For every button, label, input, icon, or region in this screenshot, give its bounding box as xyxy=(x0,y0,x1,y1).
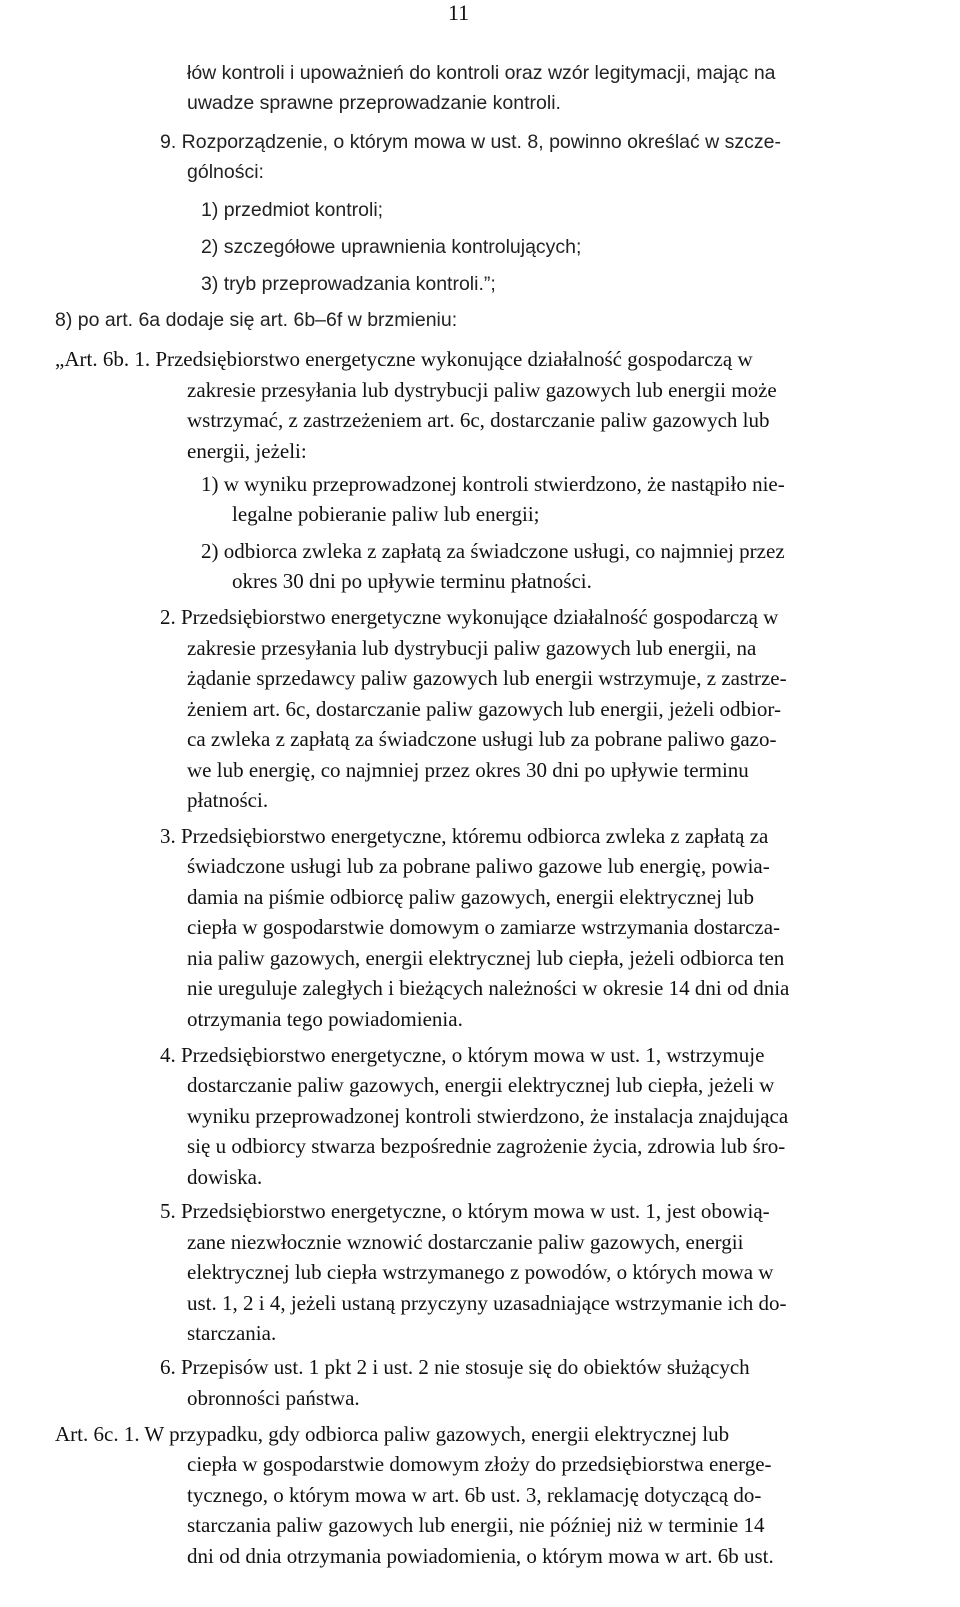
paragraph-5: 5. Przedsiębiorstwo energetyczne, o którym mowa w ust. 1, jest obowią- xyxy=(160,1199,770,1223)
paragraph-3: 3. Przedsiębiorstwo energetyczne, któremu odbiorca zwleka z zapłatą za xyxy=(160,824,769,848)
text-line: elektrycznej lub ciepła wstrzymanego z powodów, o których mowa w xyxy=(187,1260,774,1284)
paragraph-4: 4. Przedsiębiorstwo energetyczne, o którym mowa w ust. 1, wstrzymuje xyxy=(160,1043,765,1067)
list-item: 3) tryb przeprowadzania kontroli.”; xyxy=(201,273,496,295)
text-line: okres 30 dni po upływie terminu płatności. xyxy=(232,569,592,593)
text-line: energii, jeżeli: xyxy=(187,439,307,463)
text-line: się u odbiorcy stwarza bezpośrednie zagrożenie życia, zdrowia lub śro- xyxy=(187,1134,786,1158)
text-line: obronności państwa. xyxy=(187,1386,360,1410)
paragraph-2: 2. Przedsiębiorstwo energetyczne wykonujące działalność gospodarczą w xyxy=(160,605,779,629)
text-line: ust. 1, 2 i 4, jeżeli ustaną przyczyny uzasadniające wstrzymanie ich do- xyxy=(187,1291,787,1315)
text-line: ciepła w gospodarstwie domowym o zamiarze wstrzymania dostarcza- xyxy=(187,915,781,939)
text-line: starczania paliw gazowych lub energii, nie później niż w terminie 14 xyxy=(187,1513,765,1537)
text-line: nie ureguluje zaległych i bieżących należności w okresie 14 dni od dnia xyxy=(187,976,790,1000)
text-line: wstrzymać, z zastrzeżeniem art. 6c, dostarczanie paliw gazowych lub xyxy=(187,408,770,432)
text-line: płatności. xyxy=(187,788,269,812)
art-6b-heading-line: „Art. 6b. 1. Przedsiębiorstwo energetyczne wykonujące działalność gospodarczą w xyxy=(55,347,753,371)
list-item: 2) odbiorca zwleka z zapłatą za świadczone usługi, co najmniej przez xyxy=(201,539,785,563)
text-line: zane niezwłocznie wznowić dostarczanie paliw gazowych, energii xyxy=(187,1230,744,1254)
text-line: łów kontroli i upoważnień do kontroli oraz wzór legitymacji, mając na xyxy=(187,62,776,84)
text-line: we lub energię, co najmniej przez okres 30 dni po upływie terminu xyxy=(187,758,749,782)
text-line: dni od dnia otrzymania powiadomienia, o którym mowa w art. 6b ust. xyxy=(187,1544,774,1568)
list-item: 1) przedmiot kontroli; xyxy=(201,199,384,221)
paragraph-6: 6. Przepisów ust. 1 pkt 2 i ust. 2 nie stosuje się do obiektów służących xyxy=(160,1355,750,1379)
text-line: ciepła w gospodarstwie domowym złoży do przedsiębiorstwa energe- xyxy=(187,1452,772,1476)
text-line: wyniku przeprowadzonej kontroli stwierdzono, że instalacja znajdująca xyxy=(187,1104,789,1128)
text-line: dostarczanie paliw gazowych, energii elektrycznej lub ciepła, jeżeli w xyxy=(187,1073,775,1097)
text-line: ca zwleka z zapłatą za świadczone usługi lub za pobrane paliwo gazo- xyxy=(187,727,777,751)
text-line: nia paliw gazowych, energii elektrycznej lub ciepła, jeżeli odbiorca ten xyxy=(187,946,785,970)
text-line: żeniem art. 6c, dostarczanie paliw gazowych lub energii, jeżeli odbior- xyxy=(187,697,781,721)
text-line: uwadze sprawne przeprowadzanie kontroli. xyxy=(187,92,561,114)
text-line: dowiska. xyxy=(187,1165,263,1189)
list-item: 1) w wyniku przeprowadzonej kontroli stwierdzono, że nastąpiło nie- xyxy=(201,472,785,496)
text-line: zakresie przesyłania lub dystrybucji paliw gazowych lub energii może xyxy=(187,378,777,402)
page-number: 11 xyxy=(448,0,470,25)
text-line: gólności: xyxy=(187,161,264,183)
paragraph-9: 9. Rozporządzenie, o którym mowa w ust. 8, powinno określać w szcze- xyxy=(160,131,782,153)
text-line: żądanie sprzedawcy paliw gazowych lub energii wstrzymuje, z zastrze- xyxy=(187,666,787,690)
text-line: damia na piśmie odbiorcę paliw gazowych, energii elektrycznej lub xyxy=(187,885,754,909)
text-line: starczania. xyxy=(187,1321,277,1345)
point-8: 8) po art. 6a dodaje się art. 6b–6f w brzmieniu: xyxy=(55,309,458,331)
list-item: 2) szczegółowe uprawnienia kontrolujących; xyxy=(201,236,582,258)
text-line: otrzymania tego powiadomienia. xyxy=(187,1007,463,1031)
text-line: tycznego, o którym mowa w art. 6b ust. 3, reklamację dotyczącą do- xyxy=(187,1483,762,1507)
text-line: legalne pobieranie paliw lub energii; xyxy=(232,502,540,526)
text-line: świadczone usługi lub za pobrane paliwo gazowe lub energię, powia- xyxy=(187,854,770,878)
text-line: zakresie przesyłania lub dystrybucji paliw gazowych lub energii, na xyxy=(187,636,757,660)
art-6c-heading-line: Art. 6c. 1. W przypadku, gdy odbiorca paliw gazowych, energii elektrycznej lub xyxy=(55,1422,730,1446)
